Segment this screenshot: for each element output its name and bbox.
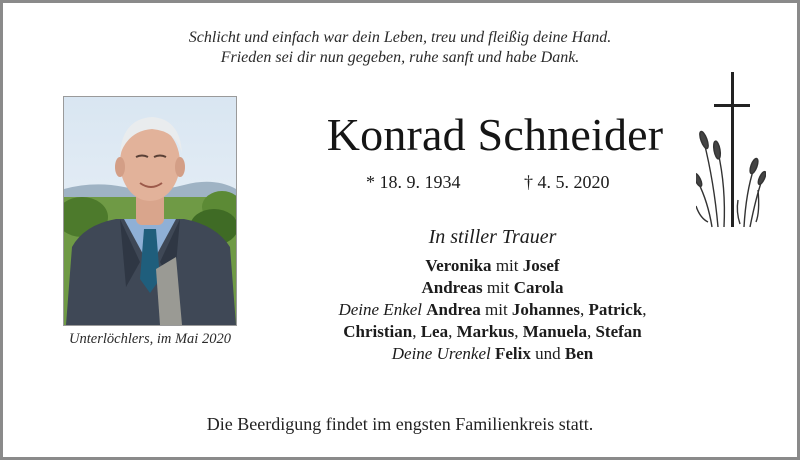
mourner-name: Stefan [595, 322, 642, 341]
verse-line-1: Schlicht und einfach war dein Leben, treu und fleißig deine Hand. [188, 29, 612, 46]
cross-with-wheat [696, 72, 766, 237]
separator: , [448, 322, 457, 341]
mourner-line [270, 255, 715, 277]
mourner-line [270, 321, 715, 343]
mourning-heading: In stiller Trauer [428, 226, 557, 248]
death-date: † 4. 5. 2020 [524, 172, 610, 192]
mourner-line [270, 299, 715, 321]
mourner-name: Andreas [421, 278, 483, 297]
mourner-name: Felix [494, 344, 531, 363]
mourner-name: Patrick [588, 300, 643, 319]
mourner-name: Veronika [425, 256, 492, 275]
mourner-group-label: Deine Urenkel [391, 344, 495, 363]
verse-line-2: Frieden sei dir nun gegeben, ruhe sanft und habe Dank. [220, 49, 580, 66]
mourner-line [270, 343, 715, 365]
mourner-conjunction: und [530, 344, 565, 363]
deceased-name: Konrad Schneider [326, 109, 664, 160]
mourner-line [270, 277, 715, 299]
mourner-name: Andrea [426, 300, 481, 319]
mourner-name: Markus [456, 322, 515, 341]
mourner-name: Ben [564, 344, 594, 363]
mourner-conjunction: mit [480, 300, 512, 319]
mourner-name: Christian [343, 322, 413, 341]
mourner-name: Manuela [522, 322, 587, 341]
separator: , [412, 322, 421, 341]
separator: , [514, 322, 523, 341]
photo-caption: Unterlöchlers, im Mai 2020 [69, 331, 231, 347]
mourners-list [270, 255, 715, 365]
portrait-photo [63, 96, 237, 326]
birth-date: * 18. 9. 1934 [366, 172, 461, 192]
mourner-name: Josef [522, 256, 560, 275]
mourner-name: Lea [420, 322, 449, 341]
separator: , [586, 322, 596, 341]
mourner-name: Johannes [511, 300, 580, 319]
separator: , [642, 300, 647, 319]
mourner-conjunction: mit [491, 256, 523, 275]
mourner-conjunction: mit [482, 278, 514, 297]
funeral-note: Die Beerdigung findet im engsten Familienkreis statt. [206, 414, 594, 434]
separator: , [579, 300, 589, 319]
mourner-name: Carola [513, 278, 564, 297]
mourner-group-label: Deine Enkel [338, 300, 427, 319]
memorial-verse [0, 28, 800, 68]
